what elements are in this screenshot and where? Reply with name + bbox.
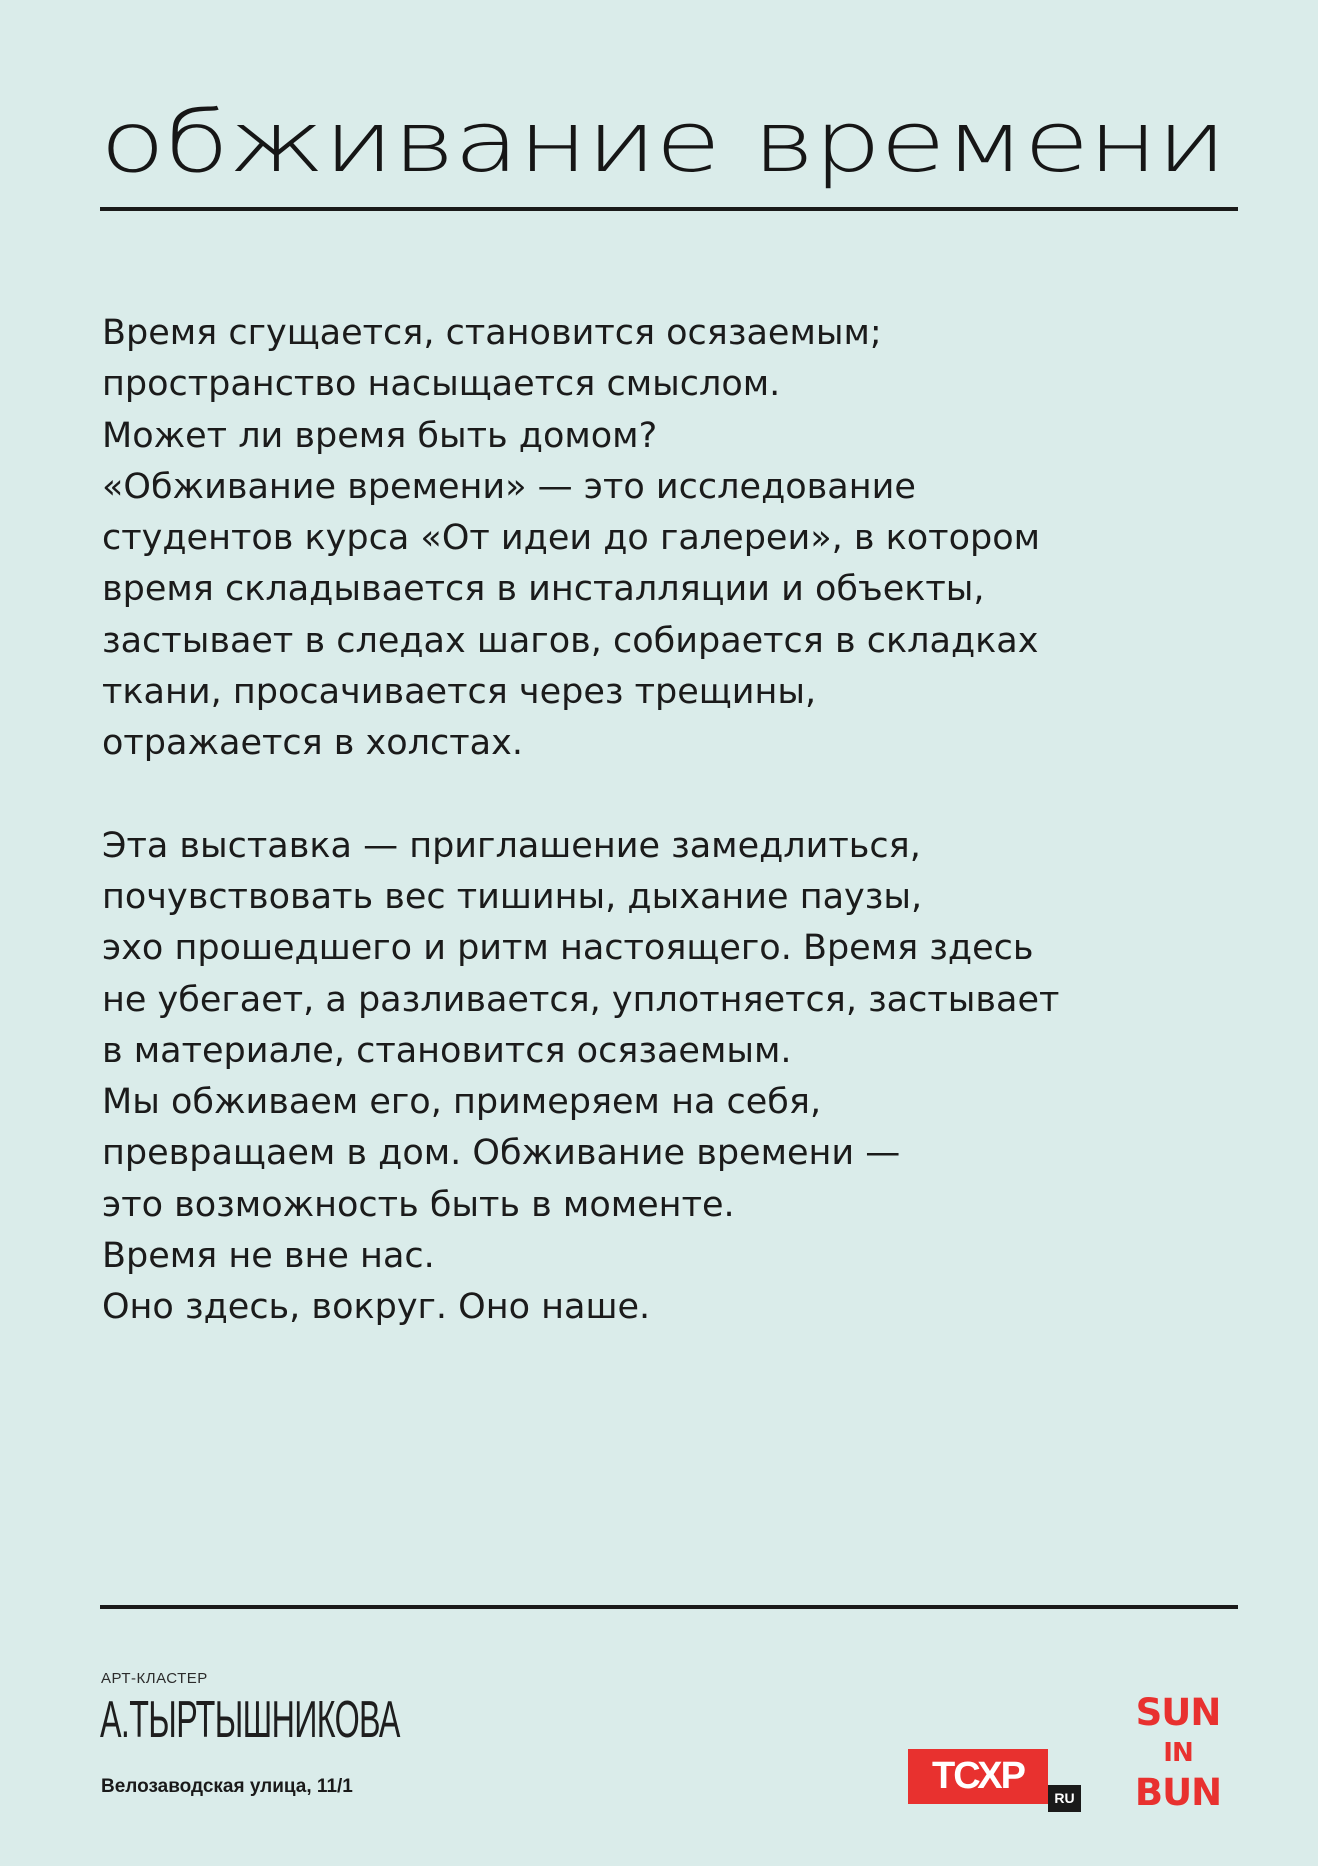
text-line: это возможность быть в моменте. [102, 1184, 735, 1225]
text-line: Оно здесь, вокруг. Оно наше. [102, 1287, 651, 1328]
text-line: Мы обживаем его, примеряем на себя, [102, 1082, 822, 1123]
text-line: в материале, становится осязаемым. [102, 1030, 792, 1071]
page-title: обживание времени [100, 93, 1226, 191]
cluster-caption: АРТ-КЛАСТЕР [101, 1670, 208, 1687]
text-line: эхо прошедшего и ритм настоящего. Время здесь [102, 928, 1034, 969]
text-line: Время сгущается, становится осязаемым; [102, 313, 882, 353]
tsekh-logo-text: ТСХР [908, 1749, 1048, 1804]
top-divider [100, 207, 1238, 211]
text-line: Может ли время быть домом? [102, 415, 658, 456]
text-line: Время не вне нас. [102, 1236, 435, 1277]
tsekh-logo [908, 1749, 1081, 1812]
bottom-divider [100, 1605, 1238, 1609]
text-line: Эта выставка — приглашение замедлиться, [102, 825, 921, 866]
text-line: студентов курса «От идеи до галереи», в котором [102, 518, 1041, 559]
text-line: не убегает, а разливается, уплотняется, застывает [102, 979, 1060, 1020]
text-line: время складывается в инсталляции и объекты, [102, 569, 985, 610]
sun-logo-line: IN [1163, 1738, 1193, 1768]
paragraph-1 [102, 308, 1202, 770]
exhibition-text [102, 308, 1202, 1334]
text-line: ткани, просачивается через трещины, [102, 672, 817, 713]
text-line: «Обживание времени» — это исследование [102, 466, 916, 507]
text-line: пространство насыщается смыслом. [102, 364, 781, 405]
text-line: отражается в холстах. [102, 723, 523, 764]
address: Велозаводская улица, 11/1 [101, 1776, 353, 1797]
sun-in-bun-logo [1118, 1693, 1238, 1813]
paragraph-2 [102, 821, 1202, 1334]
sun-logo-line: SUN [1135, 1691, 1221, 1734]
tsekh-logo-suffix: RU [1048, 1785, 1081, 1812]
sun-logo-line: BUN [1134, 1771, 1222, 1814]
cluster-logo: А.ТЫРТЫШНИКОВА [100, 1691, 400, 1749]
text-line: превращаем в дом. Обживание времени — [102, 1133, 901, 1174]
text-line: застывает в следах шагов, собирается в складках [102, 620, 1039, 661]
text-line: почувствовать вес тишины, дыхание паузы, [102, 876, 923, 917]
